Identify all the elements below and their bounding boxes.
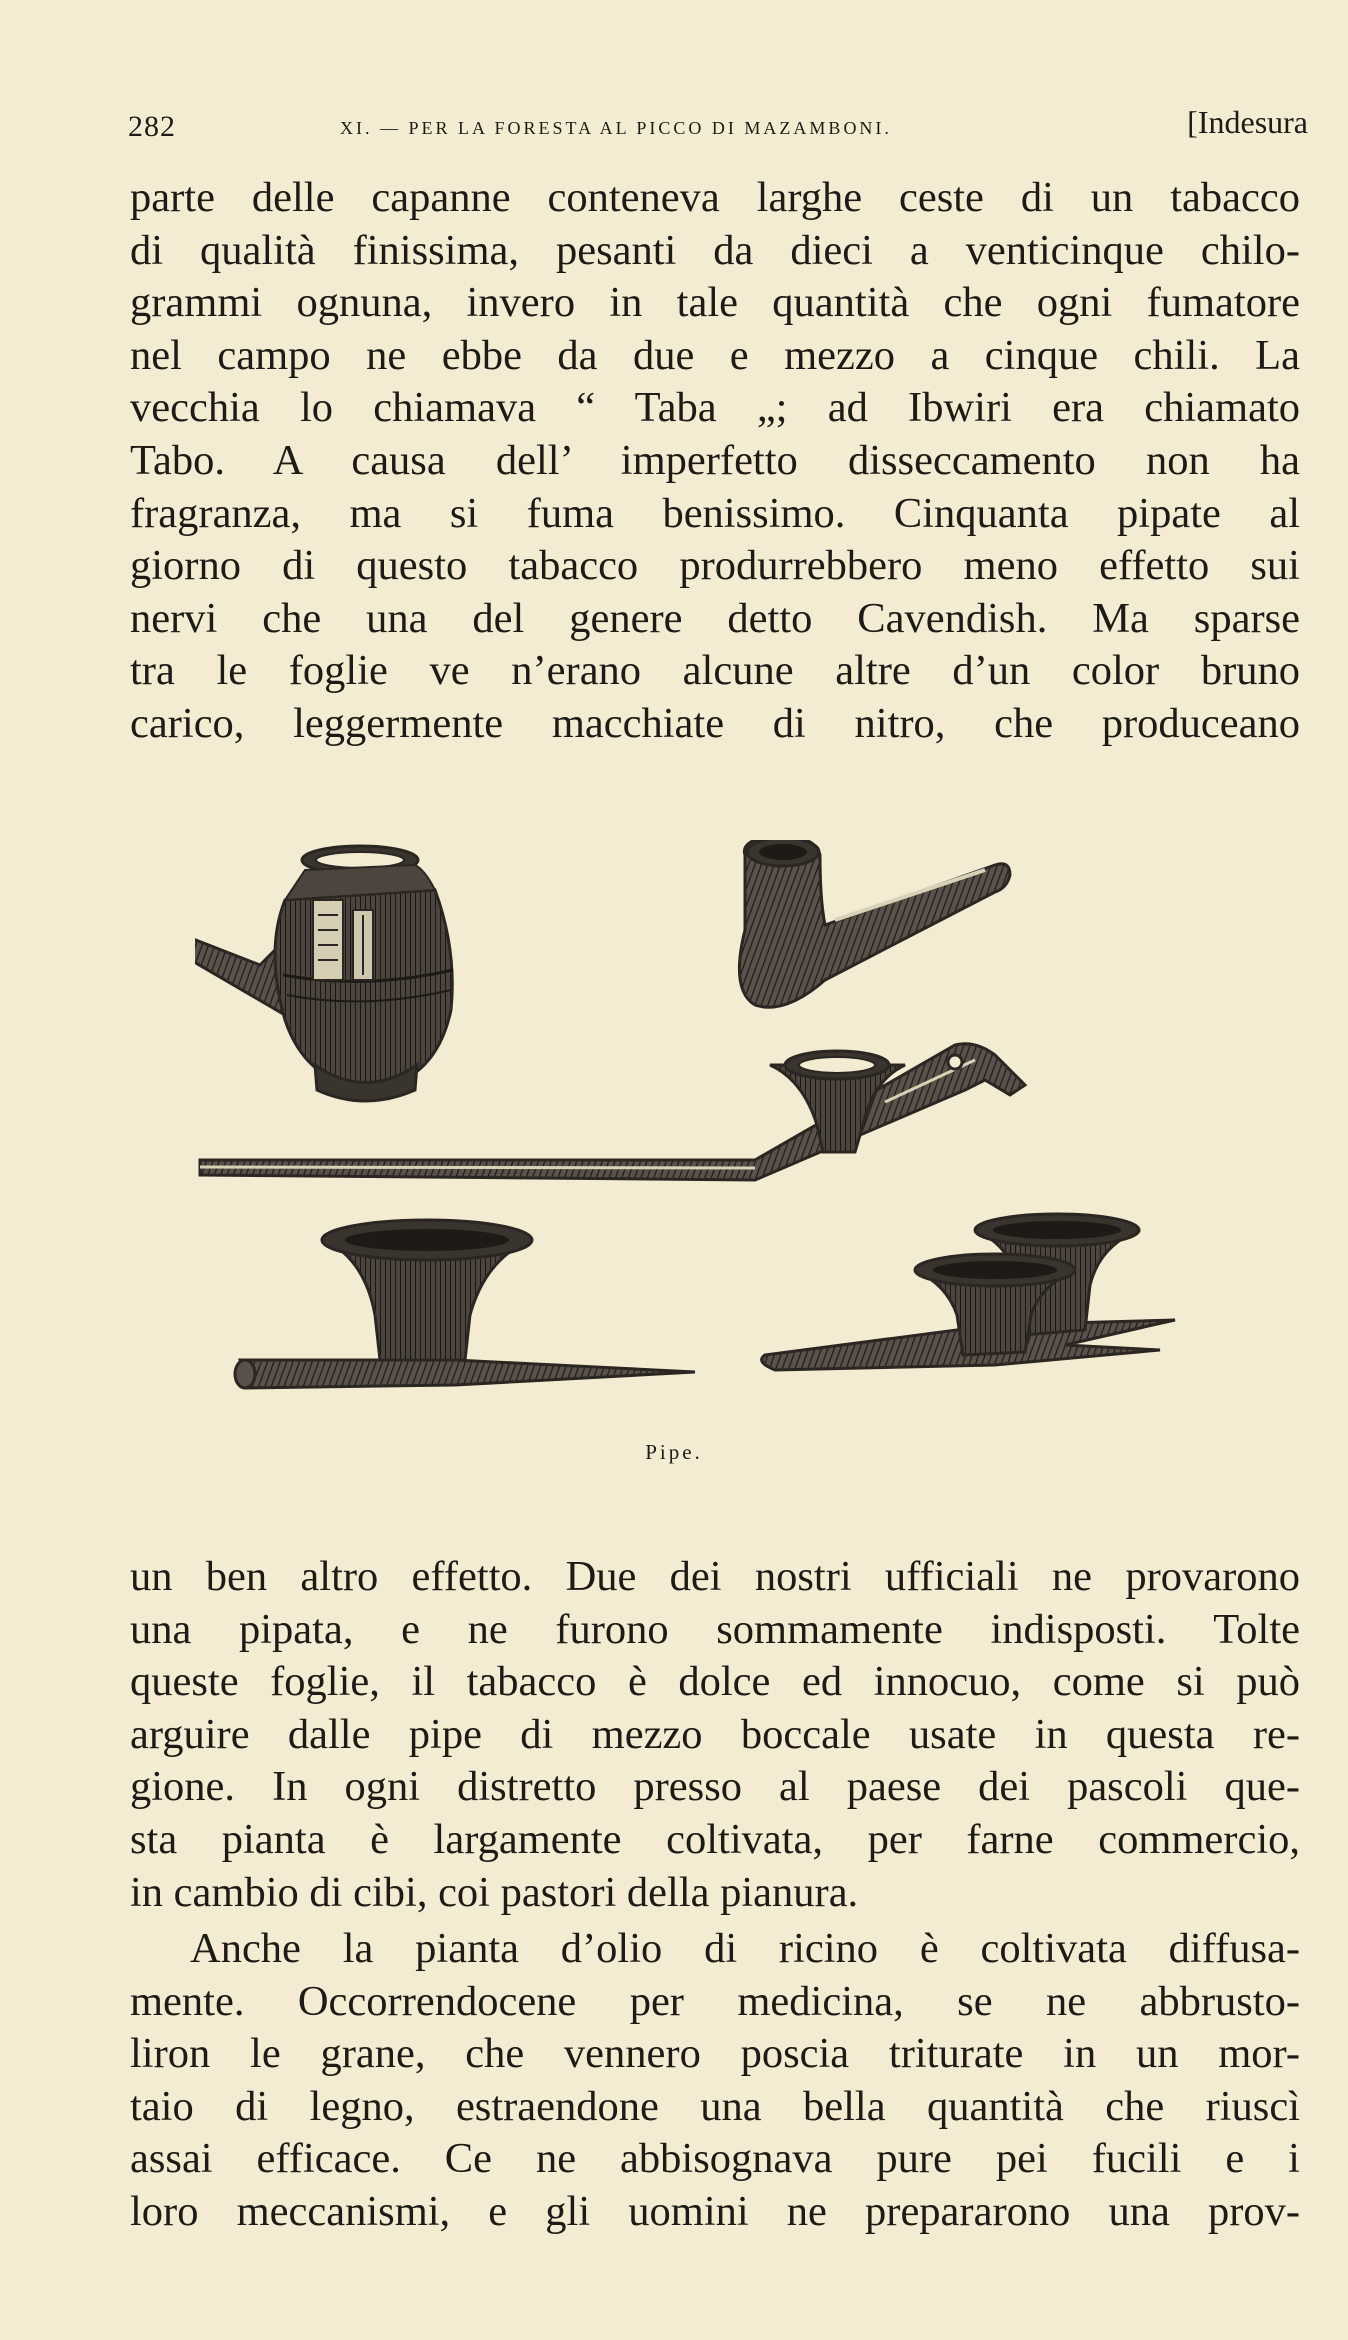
text-line: sta pianta è largamente coltivata, per farne commercio, — [130, 1815, 1300, 1863]
paragraph-bottom — [130, 1923, 1300, 2239]
text-line: tra le foglie ve n’erano alcune altre d’un color bruno — [130, 647, 1300, 695]
text-line: una pipata, e ne furono sommamente indisposti. Tolte — [130, 1605, 1300, 1653]
text-line: grammi ognuna, invero in tale quantità che ogni fumatore — [130, 279, 1300, 327]
paragraph-middle — [130, 1551, 1300, 1919]
text-line: queste foglie, il tabacco è dolce ed innocuo, come si può — [130, 1658, 1300, 1706]
stubby-pipe-drawing — [235, 1220, 695, 1388]
double-bowl-pipe-drawing — [762, 1214, 1175, 1370]
text-line: loro meccanismi, e gli uomini ne prepararono una prov- — [130, 2187, 1300, 2235]
text-line: un ben altro effetto. Due dei nostri ufficiali ne provarono — [130, 1553, 1300, 1600]
header-continuation: [Indesura — [1187, 104, 1308, 140]
text-line: carico, leggermente macchiate di nitro, che produceano — [130, 699, 1300, 747]
text-line: parte delle capanne conteneva larghe ceste di un tabacco — [130, 174, 1300, 221]
text-line: liron le grane, che vennero poscia triturate in un mor- — [130, 2030, 1300, 2078]
text-line: arguire dalle pipe di mezzo boccale usate in questa re- — [130, 1710, 1300, 1758]
text-line: Tabo. A causa dell’ imperfetto disseccamento non ha — [130, 436, 1300, 484]
curved-pipe-drawing — [739, 840, 1010, 1007]
text-line: mente. Occorrendocene per medicina, se ne abbrusto- — [130, 1977, 1300, 2025]
figure-caption: Pipe. — [645, 1440, 703, 1464]
text-line: vecchia lo chiamava “ Taba „; ad Ibwiri era chiamato — [130, 384, 1300, 432]
text-line: nel campo ne ebbe da due e mezzo a cinque chili. La — [130, 331, 1300, 379]
paragraph-top — [130, 172, 1300, 751]
page-header — [128, 100, 1308, 150]
text-line: in cambio di cibi, coi pastori della pianura. — [130, 1868, 859, 1916]
text-line: taio di legno, estraendone una bella quantità che riuscì — [130, 2082, 1300, 2130]
text-line: fragranza, ma si fuma benissimo. Cinquanta pipate al — [130, 489, 1300, 537]
text-line: gione. In ogni distretto presso al paese dei pascoli que- — [130, 1763, 1300, 1811]
text-line: nervi che una del genere detto Cavendish. Ma sparse — [130, 594, 1300, 642]
page-number: 282 — [128, 110, 176, 143]
text-line: di qualità finissima, pesanti da dieci a venticinque chilo- — [130, 226, 1300, 274]
pipes-illustration — [195, 840, 1235, 1420]
running-title: XI. — PER LA FORESTA AL PICCO DI MAZAMBONI. — [340, 118, 892, 138]
text-line: assai efficace. Ce ne abbisognava pure pei fucili e i — [130, 2135, 1300, 2183]
text-line: Anche la pianta d’olio di ricino è coltivata diffusa- — [190, 1925, 1300, 1972]
text-line: giorno di questo tabacco produrrebbero meno effetto sui — [130, 542, 1300, 590]
bulbous-pipe-drawing — [195, 846, 453, 1101]
